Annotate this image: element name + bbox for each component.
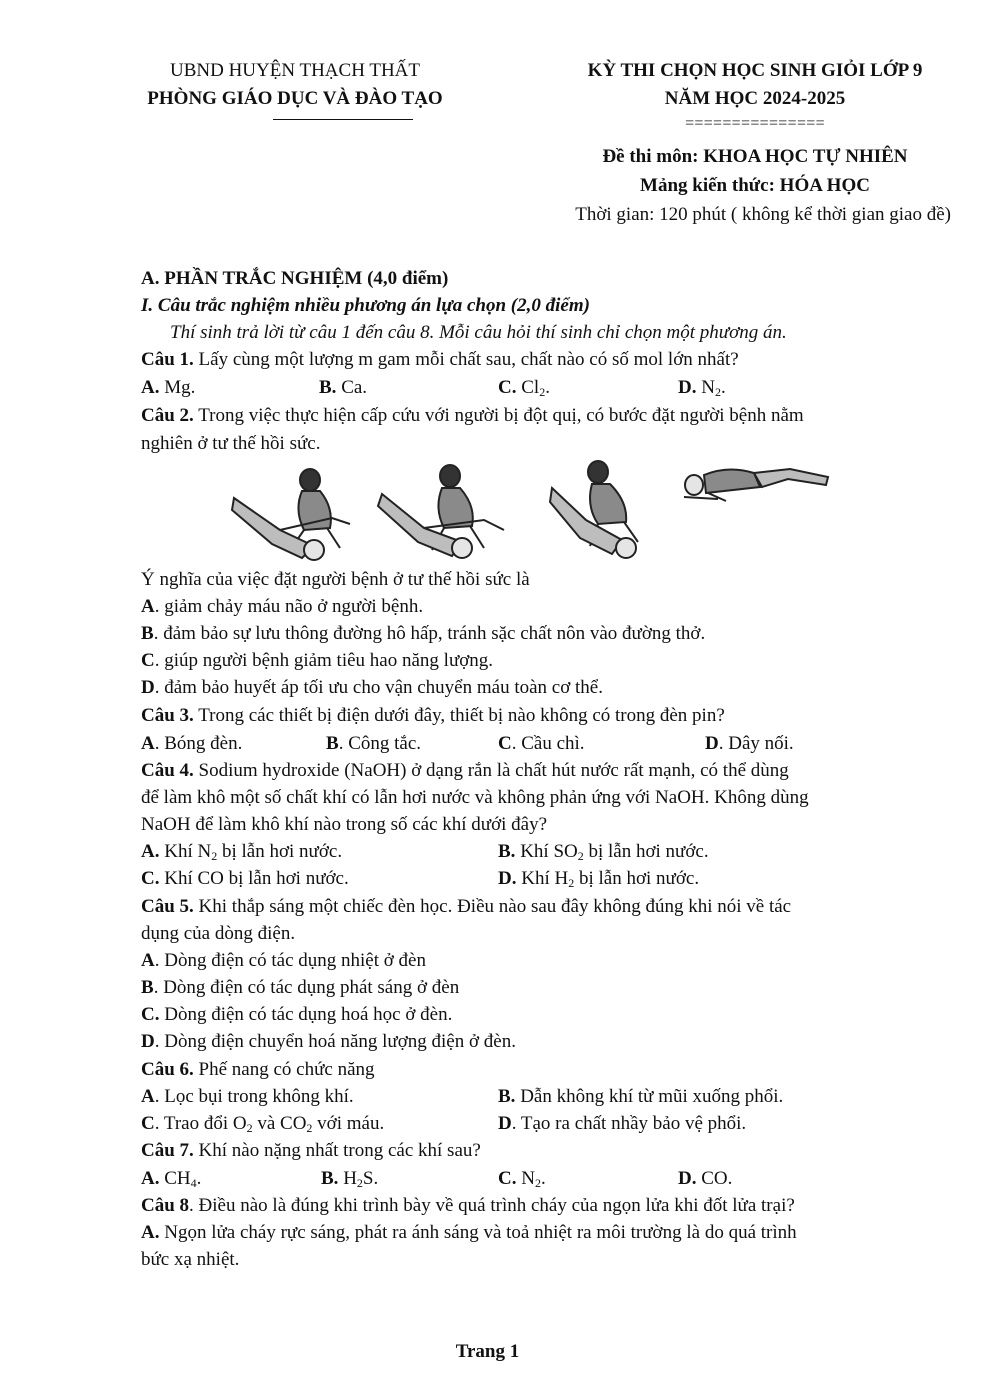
exam-duration: Thời gian: 120 phút ( không kể thời gian giao đề) [575,204,951,225]
q8-option-a [141,1220,797,1246]
q8-option-a-cont: bức xạ nhiệt. [141,1249,240,1270]
q7-option-c [498,1166,546,1192]
question-label: Câu 2. [141,405,194,426]
option-text: . Dòng điện có tác dụng phát sáng ở đèn [153,977,460,998]
option-label: B. [319,377,337,398]
subscript: 2 [568,876,575,890]
option-label: A [141,596,155,617]
option-text: Khí H [516,868,569,889]
option-label: B. [498,1086,516,1107]
q3-option-d [705,731,794,757]
question-text: Lấy cùng một lượng m gam mỗi chất sau, chất nào có số mol lớn nhất? [193,349,739,370]
option-text: Cl [516,377,540,398]
question-text: Sodium hydroxide (NaOH) ở dạng rắn là chất hút nước rất mạnh, có thể dùng [193,760,789,781]
option-text: . Trao đổi O [154,1113,247,1134]
option-label: A. [141,1222,160,1243]
option-text: Dòng điện có tác dụng hoá học ở đèn. [159,1004,453,1025]
option-label: C. [498,1168,517,1189]
option-label: D [705,733,719,754]
option-text: N [696,377,715,398]
q2-option-b [141,621,705,647]
title-separator: =============== [685,115,825,132]
option-text: và CO [252,1113,307,1134]
option-label: B. [321,1168,339,1189]
option-label: A. [141,1168,160,1189]
option-text: CO. [696,1168,733,1189]
option-label: A. [141,841,160,862]
question-2-prompt: Ý nghĩa của việc đặt người bệnh ở tư thế hồi sức là [141,569,530,590]
question-2 [141,403,804,429]
q4-option-b [498,839,709,865]
option-text: . đảm bảo sự lưu thông đường hô hấp, tránh sặc chất nôn vào đường thở. [153,623,706,644]
school-year: NĂM HỌC 2024-2025 [664,88,846,109]
option-text: . Cầu chì. [511,733,585,754]
q4-option-c [141,866,349,892]
option-label: B [326,733,339,754]
option-label: D [141,1031,155,1052]
question-8 [141,1193,795,1219]
q2-option-c [141,648,493,674]
exam-subject: Đề thi môn: KHOA HỌC TỰ NHIÊN [602,146,908,167]
question-label: Câu 7. [141,1140,194,1161]
subscript: 2 [577,849,584,863]
option-label: B [141,623,154,644]
q1-option-a [141,375,195,401]
option-label: C. [141,868,160,889]
q5-option-a [141,948,426,974]
option-text: Ca. [336,377,368,398]
q4-option-d [498,866,699,892]
question-label: Câu 1. [141,349,194,370]
option-text: . Dây nối. [718,733,794,754]
department-name: UBND HUYỆN THẠCH THẤT [170,60,420,81]
question-label: Câu 4. [141,760,194,781]
option-text: . [720,377,726,398]
subscript: 2 [306,1121,313,1135]
option-label: B. [498,841,516,862]
option-text: Khí N [159,841,212,862]
subscript: 2 [211,849,218,863]
option-text: . giảm chảy máu não ở người bệnh. [154,596,424,617]
option-label: A. [141,377,160,398]
question-4-cont-2: NaOH để làm khô khí nào trong số các khí dưới đây? [141,814,548,835]
q2-option-a [141,594,423,620]
q6-option-c [141,1111,384,1137]
subscript: 4 [190,1176,197,1190]
option-label: A [141,1086,155,1107]
option-label: C [141,1113,155,1134]
question-label: Câu 3. [141,705,194,726]
option-label: D. [678,377,697,398]
option-text: bị lẫn hơi nước. [583,841,709,862]
q3-option-b [326,731,421,757]
q6-option-b [498,1084,783,1110]
option-text: bị lẫn hơi nước. [217,841,343,862]
q7-option-d [678,1166,732,1192]
subscript: 2 [714,385,721,399]
q1-option-d [678,375,726,401]
q6-option-d [498,1111,746,1137]
question-6 [141,1057,375,1083]
option-text: CH [159,1168,191,1189]
option-text: . giúp người bệnh giảm tiêu hao năng lượng. [154,650,494,671]
q7-option-a [141,1166,201,1192]
option-label: D [498,1113,512,1134]
option-label: C [141,650,155,671]
question-7 [141,1138,481,1164]
option-label: B [141,977,154,998]
question-text: Khí nào nặng nhất trong các khí sau? [193,1140,481,1161]
option-text: Ngọn lửa cháy rực sáng, phát ra ánh sáng và toả nhiệt ra môi trường là do quá trình [159,1222,797,1243]
option-text: . Dòng điện chuyển hoá năng lượng điện ở đèn. [154,1031,516,1052]
q2-option-d [141,675,603,701]
option-text: . Tạo ra chất nhầy bảo vệ phổi. [511,1113,747,1134]
q5-option-d [141,1029,516,1055]
option-label: D. [678,1168,697,1189]
question-label: Câu 6. [141,1059,194,1080]
exam-title: KỲ THI CHỌN HỌC SINH GIỎI LỚP 9 [587,60,923,81]
option-text: N [516,1168,535,1189]
option-label: D. [498,868,517,889]
option-text: Khí CO bị lẫn hơi nước. [159,868,349,889]
option-label: C [498,733,512,754]
option-text: bị lẫn hơi nước. [574,868,700,889]
header-underline [273,119,413,120]
section-a-subtitle: I. Câu trắc nghiệm nhiều phương án lựa chọn (2,0 điểm) [141,295,590,316]
question-3 [141,703,725,729]
question-text: Phế nang có chức năng [193,1059,375,1080]
recovery-step-2-illustration [372,458,510,568]
question-text: Trong việc thực hiện cấp cứu với người bị đột quị, có bước đặt người bệnh nằm [193,405,804,426]
question-text: . Điều nào là đúng khi trình bày về quá trình cháy của ngọn lửa khi đốt lửa trại? [189,1195,795,1216]
option-text: . [540,1168,546,1189]
q4-option-a [141,839,342,865]
option-label: C. [141,1004,160,1025]
recovery-step-3-illustration [546,458,674,568]
section-a-title: A. PHẦN TRẮC NGHIỆM (4,0 điểm) [141,268,449,289]
option-label: C. [498,377,517,398]
question-label: Câu 5. [141,896,194,917]
option-text: . Công tắc. [338,733,422,754]
option-text: . Lọc bụi trong không khí. [154,1086,354,1107]
subscript: 2 [539,385,546,399]
option-text: Dẫn không khí từ mũi xuống phổi. [515,1086,784,1107]
q1-option-b [319,375,367,401]
option-label: A [141,950,155,971]
q5-option-c [141,1002,452,1028]
option-text: . [196,1168,202,1189]
knowledge-branch: Mảng kiến thức: HÓA HỌC [640,175,870,196]
option-text: H [338,1168,357,1189]
section-a-instruction: Thí sinh trả lời từ câu 1 đến câu 8. Mỗi câu hỏi thí sinh chỉ chọn một phương án. [170,322,787,343]
recovery-position-final-illustration [678,455,833,515]
option-text: với máu. [312,1113,385,1134]
option-text: . Bóng đèn. [154,733,243,754]
page-number: Trang 1 [455,1341,520,1362]
subscript: 2 [534,1176,541,1190]
option-text: . [545,377,550,398]
question-1 [141,347,739,373]
option-label: A [141,733,155,754]
office-name: PHÒNG GIÁO DỤC VÀ ĐÀO TẠO [147,88,443,109]
option-text: Mg. [159,377,196,398]
q6-option-a [141,1084,354,1110]
option-text: . Dòng điện có tác dụng nhiệt ở đèn [154,950,426,971]
recovery-step-1-illustration [222,458,357,568]
question-2-cont: nghiên ở tư thế hồi sức. [141,433,321,454]
option-label: D [141,677,155,698]
question-text: Khi thắp sáng một chiếc đèn học. Điều nào sau đây không đúng khi nói về tác [193,896,792,917]
option-text: . đảm bảo huyết áp tối ưu cho vận chuyển máu toàn cơ thể. [154,677,603,698]
question-5 [141,894,791,920]
q3-option-a [141,731,242,757]
question-4 [141,758,789,784]
question-5-cont: dụng của dòng điện. [141,923,296,944]
q1-option-c [498,375,550,401]
subscript: 2 [246,1121,253,1135]
option-text: Khí SO [515,841,578,862]
q5-option-b [141,975,459,1001]
question-label: Câu 8 [141,1195,190,1216]
q7-option-b [321,1166,378,1192]
question-text: Trong các thiết bị điện dưới đây, thiết bị nào không có trong đèn pin? [193,705,725,726]
option-text: S. [362,1168,379,1189]
q3-option-c [498,731,585,757]
subscript: 2 [356,1176,363,1190]
question-4-cont-1: để làm khô một số chất khí có lẫn hơi nước và không phản ứng với NaOH. Không dùng [141,787,809,808]
